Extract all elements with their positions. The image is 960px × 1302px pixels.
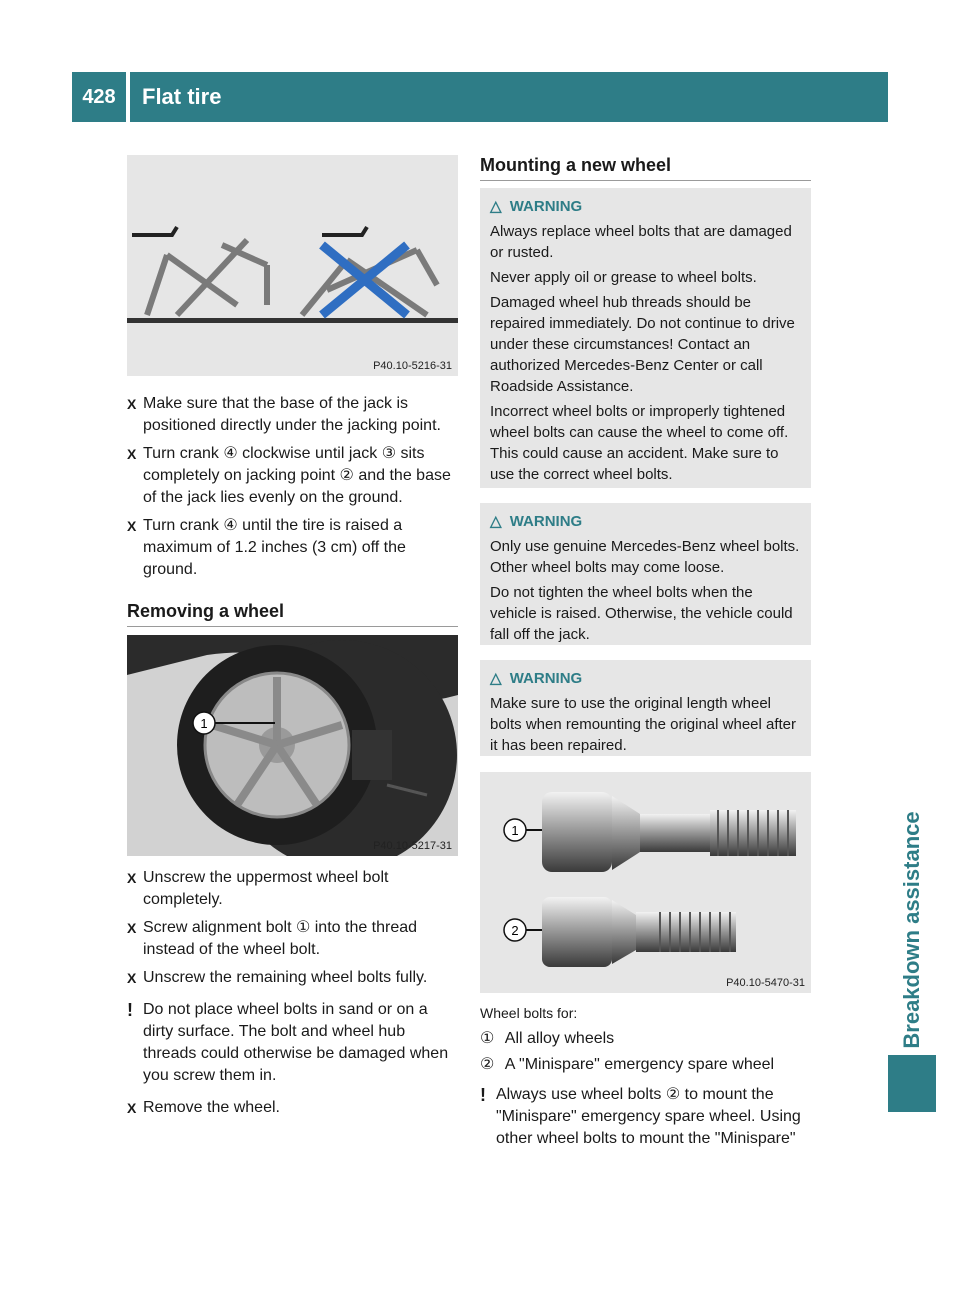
warning-heading <box>490 668 803 689</box>
instruction-step <box>127 515 462 581</box>
jack-illustration <box>127 155 458 376</box>
warning-title: WARNING <box>509 670 583 687</box>
warning-box <box>480 188 811 488</box>
instruction-step <box>127 443 462 509</box>
legend-item <box>480 1028 815 1050</box>
step-text: Make sure that the base of the jack is positioned directly under the jacking point. <box>143 395 441 434</box>
caution-note <box>127 999 462 1087</box>
legend-text: All alloy wheels <box>504 1030 615 1047</box>
bolts-figure <box>480 772 811 993</box>
warning-text: Do not tighten the wheel bolts when the vehicle is raised. Otherwise, the vehicle could fall off the jack. <box>490 584 793 643</box>
figure-code: P40.10-5470-31 <box>726 977 805 989</box>
figure-code: P40.10-5217-31 <box>373 840 452 852</box>
page-number: 428 <box>82 86 116 108</box>
warning-triangle-icon: △ <box>490 513 502 530</box>
instruction-step <box>127 967 462 989</box>
section-tab <box>886 780 938 1080</box>
caution-note <box>480 1084 815 1150</box>
left-steps-1 <box>127 393 462 587</box>
step-text: Unscrew the remaining wheel bolts fully. <box>143 969 428 986</box>
legend-number: ② <box>480 1056 495 1073</box>
warning-title: WARNING <box>509 513 583 530</box>
bolt-callout-number: 2 <box>511 923 519 938</box>
bolts-legend <box>480 1002 815 1150</box>
legend-text: A "Minispare" emergency spare wheel <box>504 1056 775 1073</box>
bolt-callout-number: 1 <box>511 823 519 838</box>
legend-item <box>480 1054 815 1076</box>
warning-heading <box>490 511 803 532</box>
step-marker: X <box>127 1100 137 1116</box>
warning-box <box>480 660 811 756</box>
instruction-step <box>127 393 462 437</box>
section-tab-marker <box>888 1055 936 1112</box>
instruction-step <box>127 1097 462 1119</box>
instruction-step <box>127 917 462 961</box>
mounting-section <box>480 154 811 181</box>
warning-box <box>480 503 811 645</box>
warning-title: WARNING <box>509 198 583 215</box>
caution-icon: ! <box>480 1085 486 1105</box>
figure-caption: Wheel bolts for: <box>480 1005 578 1021</box>
warning-text: Incorrect wheel bolts or improperly tightened wheel bolts can cause the wheel to come off. This could cause an accident. Make sure to use the correct wheel bolts. <box>490 403 789 483</box>
warning-text: Never apply oil or grease to wheel bolts. <box>490 269 757 286</box>
note-text: Always use wheel bolts ② to mount the "Minispare" emergency spare wheel. Using other wheel bolts to mount the "Minispare" <box>496 1086 801 1147</box>
wheel-figure <box>127 635 458 856</box>
jack-figure <box>127 155 458 376</box>
legend-number: ① <box>480 1030 495 1047</box>
left-steps-2 <box>127 867 462 1125</box>
instruction-step <box>127 867 462 911</box>
section-heading: Mounting a new wheel <box>480 154 811 181</box>
step-marker: X <box>127 446 137 462</box>
warning-text: Make sure to use the original length wheel bolts when remounting the original wheel after it has been repaired. <box>490 695 797 754</box>
step-text: Screw alignment bolt ① into the thread instead of the wheel bolt. <box>143 919 418 958</box>
page-title: Flat tire <box>142 84 222 109</box>
step-marker: X <box>127 396 137 412</box>
figure-code: P40.10-5216-31 <box>373 360 452 372</box>
wheel-illustration <box>127 635 458 856</box>
warning-text: Only use genuine Mercedes-Benz wheel bolts. Other wheel bolts may come loose. <box>490 538 800 576</box>
header-divider <box>126 72 130 122</box>
warning-triangle-icon: △ <box>490 198 502 215</box>
wheel-callout-number: 1 <box>200 716 208 731</box>
step-marker: X <box>127 920 137 936</box>
bolts-illustration <box>480 772 811 993</box>
warning-triangle-icon: △ <box>490 670 502 687</box>
step-marker: X <box>127 970 137 986</box>
step-text: Unscrew the uppermost wheel bolt completely. <box>143 869 389 908</box>
step-marker: X <box>127 870 137 886</box>
step-marker: X <box>127 518 137 534</box>
caution-icon: ! <box>127 1000 133 1020</box>
page-header <box>72 72 888 122</box>
warning-heading <box>490 196 803 217</box>
step-text: Turn crank ④ clockwise until jack ③ sits completely on jacking point ② and the base of the jack lies evenly on the ground. <box>143 445 451 506</box>
step-text: Remove the wheel. <box>143 1099 280 1116</box>
warning-text: Always replace wheel bolts that are damaged or rusted. <box>490 223 792 261</box>
removing-section <box>127 600 458 627</box>
warning-text: Damaged wheel hub threads should be repaired immediately. Do not continue to drive under these circumstances! Contact an authorized Mercedes-Benz Center or call Roadside Assistance. <box>490 294 795 395</box>
note-text: Do not place wheel bolts in sand or on a dirty surface. The bolt and wheel hub threads could otherwise be damaged when you screw them in. <box>143 1001 449 1084</box>
step-text: Turn crank ④ until the tire is raised a maximum of 1.2 inches (3 cm) off the ground. <box>143 517 406 578</box>
section-heading: Removing a wheel <box>127 600 458 627</box>
section-tab-label: Breakdown assistance <box>899 811 924 1049</box>
